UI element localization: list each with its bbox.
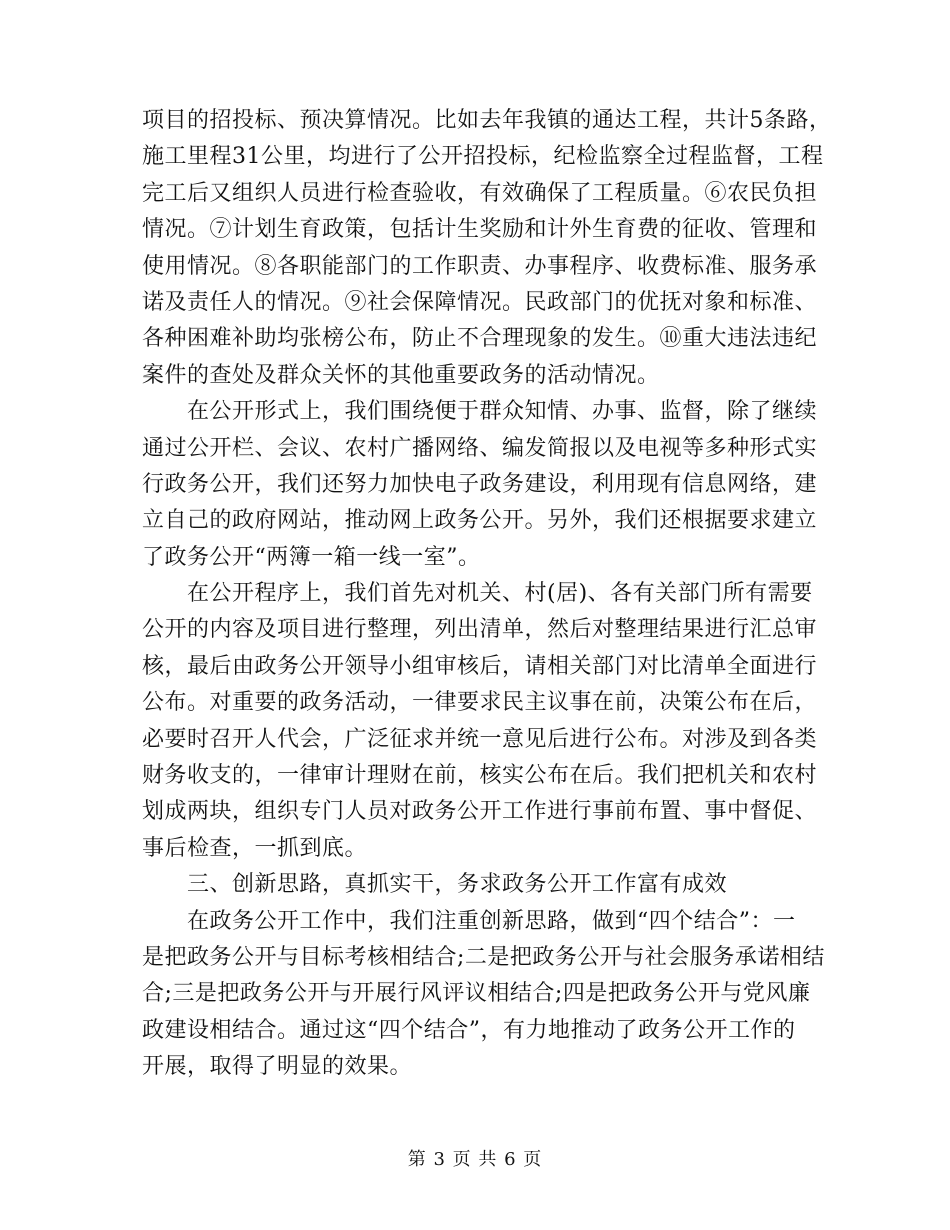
text-line: 必要时召开人代会，广泛征求并统一意见后进行公布。对涉及到各类 [142, 726, 818, 752]
text-line: 公开的内容及项目进行整理，列出清单，然后对整理结果进行汇总审 [142, 617, 818, 643]
text-line: 立自己的政府网站，推动网上政务公开。另外，我们还根据要求建立 [142, 508, 818, 534]
text-line: 行政务公开，我们还努力加快电子政务建设，利用现有信息网络，建 [142, 471, 818, 497]
text-line: 三、创新思路，真抓实干，务求政务公开工作富有成效 [187, 872, 728, 898]
text-line: 开展，取得了明显的效果。 [142, 1054, 413, 1080]
text-line: 在政务公开工作中，我们注重创新思路，做到“四个结合”：一 [187, 908, 796, 934]
text-line: 在公开形式上，我们围绕便于群众知情、办事、监督，除了继续 [187, 399, 818, 425]
text-line: 情况。⑦计划生育政策，包括计生奖励和计外生育费的征收、管理和 [142, 217, 818, 243]
text-line: 事后检查，一抓到底。 [142, 835, 368, 861]
page-number-footer: 第 3 页 共 6 页 [407, 1149, 543, 1170]
paragraph [142, 904, 825, 1086]
text-line: 核，最后由政务公开领导小组审核后，请相关部门对比清单全面进行 [142, 653, 818, 679]
text-line: 政建设相结合。通过这“四个结合”，有力地推动了政务公开工作的 [142, 1017, 796, 1043]
paragraph [142, 103, 832, 394]
paragraph [142, 394, 818, 576]
text-line: 各种困难补助均张榜公布，防止不合理现象的发生。⑩重大违法违纪 [142, 326, 818, 352]
paragraph [142, 576, 818, 867]
text-line: 案件的查处及群众关怀的其他重要政务的活动情况。 [142, 362, 660, 388]
text-line: 了政务公开“两簿一箱一线一室”。 [142, 544, 481, 570]
paragraph [142, 867, 808, 903]
text-line: 在公开程序上，我们首先对机关、村(居)、各有关部门所有需要 [187, 581, 813, 607]
text-line: 合;三是把政务公开与开展行风评议相结合;四是把政务公开与党风廉 [142, 981, 811, 1007]
text-line: 财务收支的，一律审计理财在前，核实公布在后。我们把机关和农村 [142, 763, 818, 789]
document-body [142, 103, 832, 1086]
text-line: 通过公开栏、会议、农村广播网络、编发简报以及电视等多种形式实 [142, 435, 818, 461]
text-line: 完工后又组织人员进行检查验收，有效确保了工程质量。⑥农民负担 [142, 180, 818, 206]
text-line: 划成两块，组织专门人员对政务公开工作进行事前布置、事中督促、 [142, 799, 818, 825]
text-line: 使用情况。⑧各职能部门的工作职责、办事程序、收费标准、服务承 [142, 253, 818, 279]
text-line: 是把政务公开与目标考核相结合;二是把政务公开与社会服务承诺相结 [142, 944, 825, 970]
text-line: 施工里程31公里，均进行了公开招投标，纪检监察全过程监督，工程 [142, 144, 824, 170]
text-line: 项目的招投标、预决算情况。比如去年我镇的通达工程，共计5条路， [142, 108, 832, 133]
text-line: 诺及责任人的情况。⑨社会保障情况。民政部门的优抚对象和标准、 [142, 289, 818, 315]
text-line: 公布。对重要的政务活动，一律要求民主议事在前，决策公布在后， [142, 690, 818, 716]
